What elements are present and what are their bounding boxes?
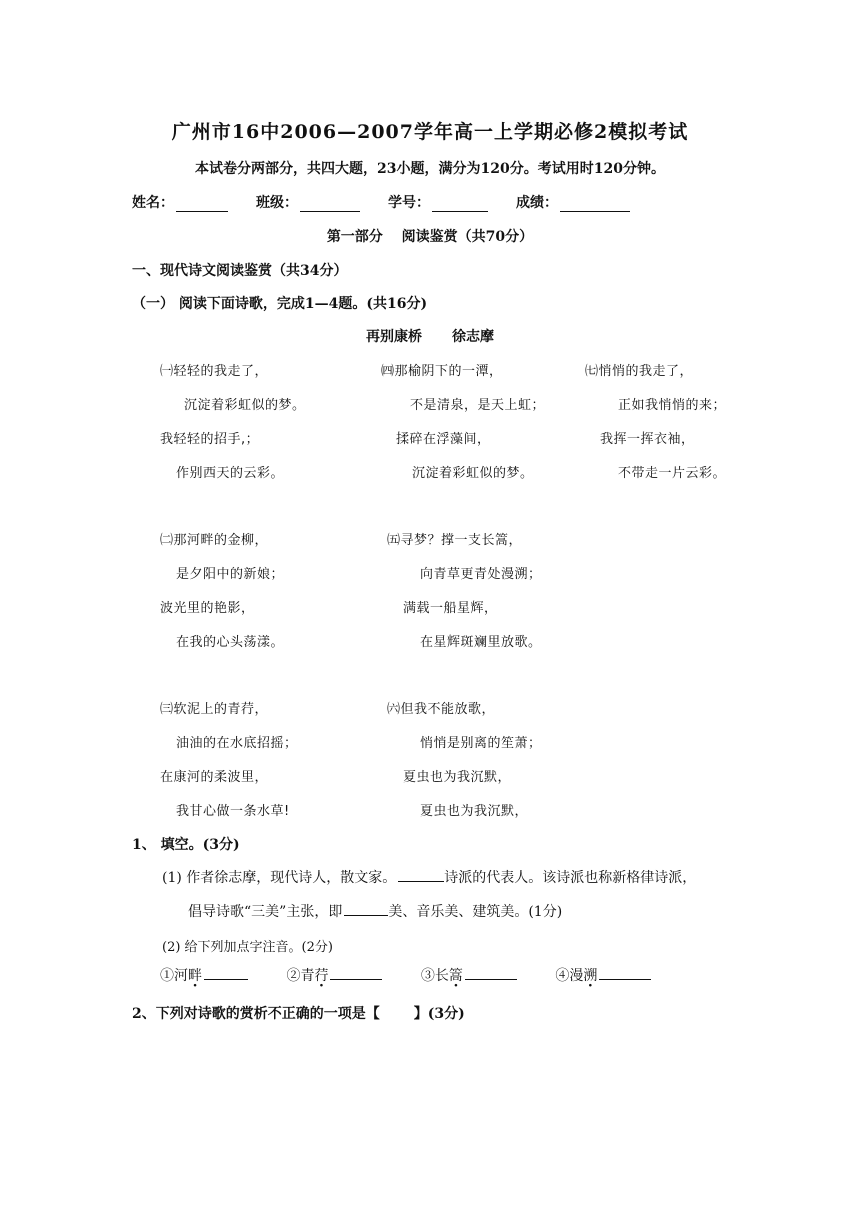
poem-line: 作别西天的云彩。 [176, 466, 285, 481]
pinyin-blank[interactable] [465, 966, 517, 980]
option-char: 青 [300, 968, 315, 984]
poem-line: 沉淀着彩虹似的梦。 [184, 398, 306, 413]
q1-text: (1) 作者徐志摩，现代诗人，散文家。 [162, 870, 397, 886]
poem-author: 徐志摩 [452, 329, 494, 345]
poetry-school-blank[interactable] [398, 868, 444, 882]
pinyin-option [286, 965, 382, 985]
q1-text: 美、音乐美、建筑美。(1分) [388, 904, 563, 920]
pinyin-blank[interactable] [599, 966, 651, 980]
poem-line: 不带走一片云彩。 [618, 466, 727, 481]
section-heading: 一、现代诗文阅读鉴赏（共34分） [132, 263, 348, 279]
poem-line: 油油的在水底招摇； [176, 736, 298, 751]
poem-line: 在我的心头荡漾。 [176, 635, 285, 650]
pinyin-option [160, 965, 248, 985]
dotted-char: 篙 [448, 968, 463, 984]
option-char: 漫 [569, 968, 584, 984]
question-1-part-1-cont [188, 901, 562, 921]
pinyin-options [160, 965, 685, 985]
poem-line: ㈠轻轻的我走了， [160, 364, 269, 379]
option-number: ② [286, 968, 301, 984]
class-field[interactable] [256, 192, 360, 212]
poem-line: 在星辉斑斓里放歌。 [420, 635, 542, 650]
student-info-row [132, 192, 658, 212]
score-label: 成绩： [516, 195, 558, 211]
name-field[interactable] [132, 192, 228, 212]
dotted-char: 畔 [188, 968, 202, 984]
question-1-part-1 [162, 867, 696, 887]
student-id-field[interactable] [388, 192, 488, 212]
poem-line: ㈢软泥上的青荇， [160, 702, 269, 717]
exam-instructions: 本试卷分两部分，共四大题，23小题，满分为120分。考试用时120分钟。 [195, 161, 665, 177]
option-number: ④ [555, 968, 570, 984]
poem-title-line [0, 326, 860, 346]
dotted-char: 荇 [314, 968, 329, 984]
subsection-heading: （一） 阅读下面诗歌，完成1—4题。(共16分) [132, 296, 428, 312]
option-char: 河 [174, 968, 188, 984]
exam-title: 广州市16中2006—2007学年高一上学期必修2模拟考试 [171, 121, 689, 143]
pinyin-blank[interactable] [330, 966, 382, 980]
poem-line: 揉碎在浮藻间， [396, 432, 491, 447]
poem-line: 波光里的艳影， [160, 601, 255, 616]
pinyin-option [555, 965, 651, 985]
poem-line: 沉淀着彩虹似的梦。 [412, 466, 534, 481]
poem-line: ㈤寻梦？撑一支长篙， [387, 533, 523, 548]
poem-line: 我甘心做一条水草! [176, 804, 290, 819]
poem-line: ㈦悄悄的我走了， [585, 364, 694, 379]
q2-text: 2、下列对诗歌的赏析不正确的一项是【 [132, 1006, 380, 1022]
student-id-blank[interactable] [432, 197, 488, 212]
poem-line: 夏虫也为我沉默， [403, 770, 512, 785]
poem-line: 在康河的柔波里， [160, 770, 269, 785]
score-blank[interactable] [560, 197, 630, 212]
poem-line: ㈥但我不能放歌， [387, 702, 496, 717]
dotted-char: 溯 [583, 968, 598, 984]
pinyin-option [421, 965, 517, 985]
poem-line: 正如我悄悄的来； [618, 398, 727, 413]
poem-title: 再别康桥 [366, 329, 422, 345]
q2-text: 】(3分) [413, 1006, 465, 1022]
name-blank[interactable] [176, 197, 228, 212]
question-2 [132, 1003, 465, 1023]
poem-line: 向青草更青处漫溯； [420, 567, 542, 582]
poem-line: ㈡那河畔的金柳， [160, 533, 269, 548]
option-char: 长 [434, 968, 449, 984]
question-1-heading: 1、 填空。(3分) [132, 837, 240, 853]
poem-line: 我轻轻的招手,； [160, 432, 260, 447]
poem-line: 满载一船星辉， [403, 601, 498, 616]
question-1-part-2: (2) 给下列加点字注音。(2分) [162, 940, 333, 955]
poem-line: 不是清泉，是天上虹； [410, 398, 546, 413]
class-blank[interactable] [300, 197, 360, 212]
name-label: 姓名： [132, 195, 174, 211]
q1-text: 诗派的代表人。该诗派也称新格律诗派， [444, 870, 697, 886]
poem-line: ㈣那榆阴下的一潭， [381, 364, 503, 379]
option-number: ③ [420, 968, 435, 984]
option-number: ① [160, 968, 174, 984]
poem-line: 夏虫也为我沉默， [420, 804, 529, 819]
part-heading: 第一部分 阅读鉴赏（共70分） [326, 229, 534, 245]
score-field[interactable] [516, 192, 630, 212]
class-label: 班级： [256, 195, 298, 211]
poem-line: 悄悄是别离的笙萧； [420, 736, 542, 751]
q1-text: 倡导诗歌“三美”主张，即 [188, 904, 343, 920]
poem-line: 是夕阳中的新娘； [176, 567, 285, 582]
student-id-label: 学号： [388, 195, 430, 211]
three-beauties-blank[interactable] [344, 902, 388, 916]
pinyin-blank[interactable] [204, 966, 248, 980]
poem-line: 我挥一挥衣袖， [600, 432, 695, 447]
